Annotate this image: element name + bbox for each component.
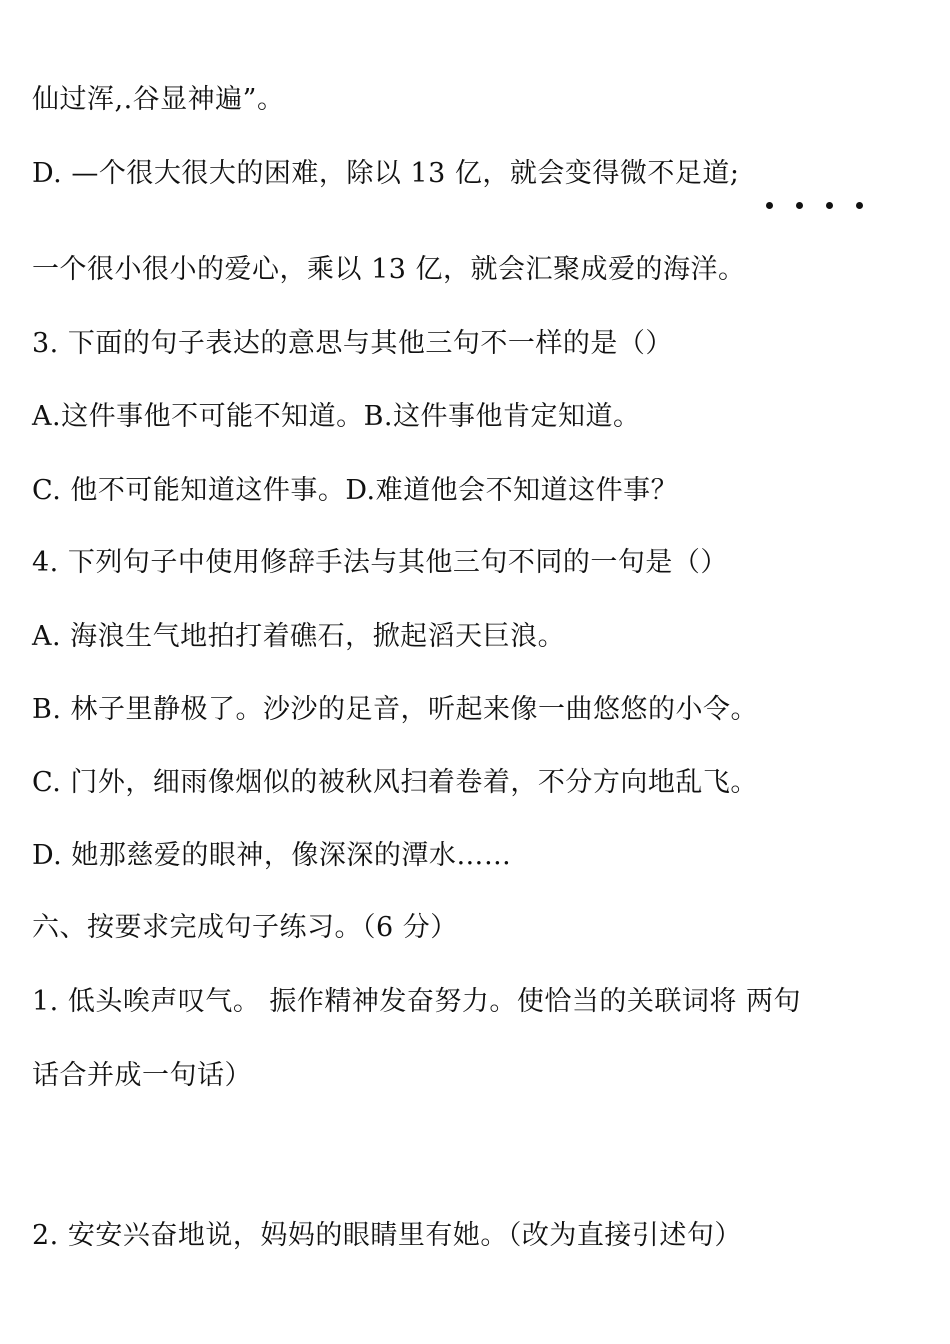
question-3: 3. 下面的句子表达的意思与其他三句不一样的是（）	[32, 328, 673, 359]
section-6-heading: 六、按要求完成句子练习。（6 分）	[32, 912, 458, 943]
emphasis-dots	[760, 196, 870, 216]
question-4: 4. 下列句子中使用修辞手法与其他三句不同的一句是（）	[32, 547, 728, 578]
exercise-2: 2. 安安兴奋地说，妈妈的眼睛里有她。（改为直接引述句）	[32, 1220, 742, 1251]
text-line-1: 仙过浑,.谷显神遍”。	[32, 84, 285, 115]
q4-option-d: D. 她那慈爱的眼神，像深深的潭水……	[32, 840, 512, 871]
exercise-1: 1. 低头唉声叹气。 振作精神发奋努力。使恰当的关联词将 两句	[32, 986, 802, 1017]
exercise-1-cont: 话合并成一句话）	[32, 1060, 252, 1091]
text-line-3: 一个很小很小的爱心，乘以 13 亿，就会汇聚成爱的海洋。	[32, 254, 746, 285]
q3-options-cd: C. 他不可能知道这件事。D.难道他会不知道这件事？	[32, 475, 679, 506]
q4-option-c: C. 门外，细雨像烟似的被秋风扫着卷着，不分方向地乱飞。	[32, 767, 758, 798]
q3-options-ab: A.这件事他不可能不知道。B.这件事他肯定知道。	[32, 401, 641, 432]
q4-option-a: A. 海浪生气地拍打着礁石，掀起滔天巨浪。	[32, 621, 566, 652]
q4-option-b: B. 林子里静极了。沙沙的足音，听起来像一曲悠悠的小令。	[32, 694, 759, 725]
text-line-2: D. —个很大很大的困难，除以 13 亿，就会变得微不足道;	[32, 158, 740, 189]
